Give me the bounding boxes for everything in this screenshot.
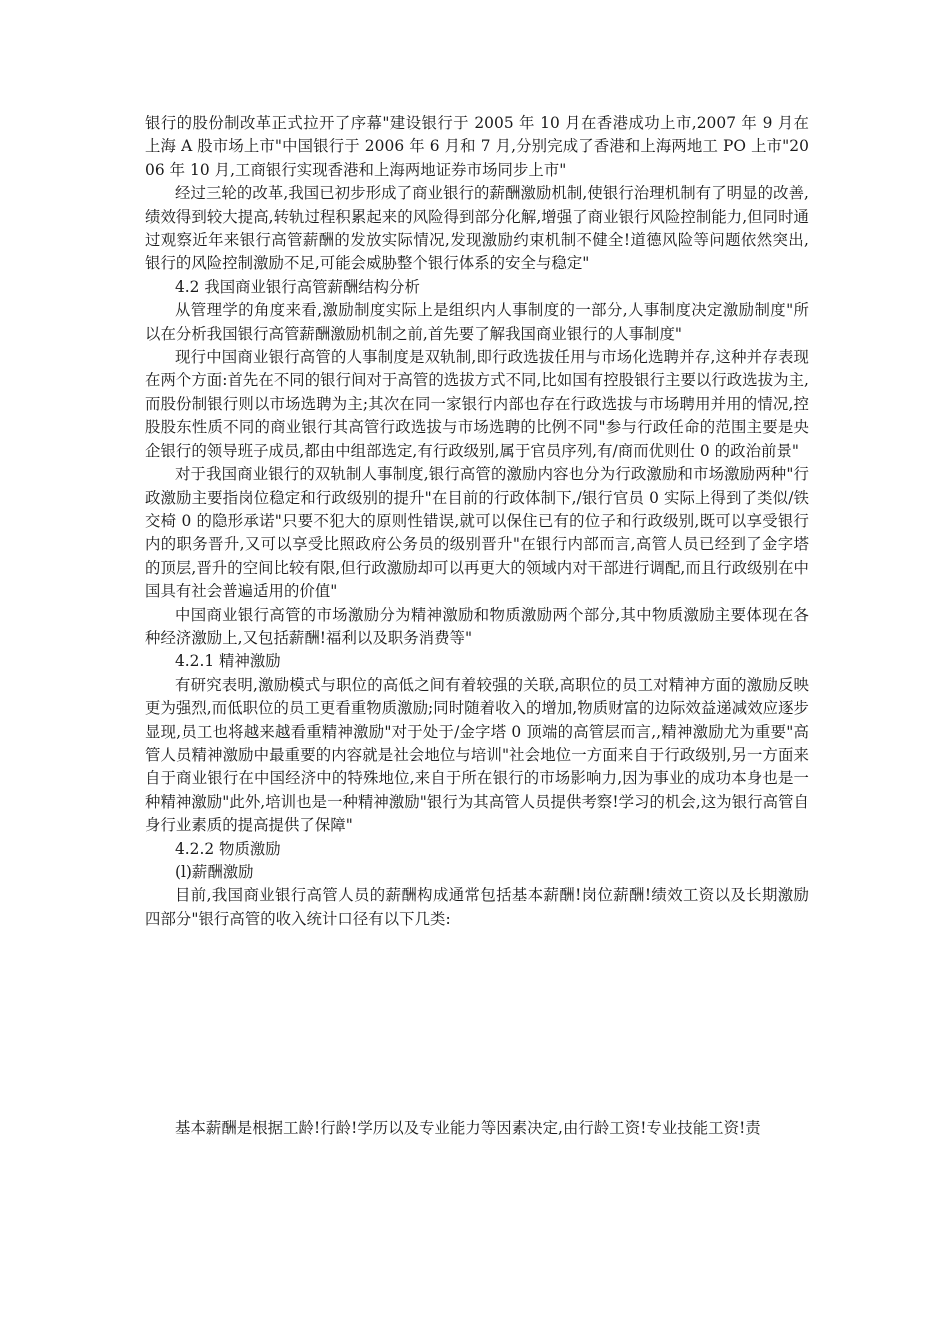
paragraph-management-view: 从管理学的角度来看,激励制度实际上是组织内人事制度的一部分,人事制度决定激励制度"所以在分析我国银行高管薪酬激励机制之前,首先要了解我国商业银行的人事制度" xyxy=(145,301,809,343)
paragraph-spiritual-incentive: 有研究表明,激励模式与职位的高低之间有着较强的关联,高职位的员工对精神方面的激励反映更为强烈,而低职位的员工更看重物质激励;同时随着收入的增加,物质财富的边际效益递减效应逐步显现,员工也将越来越看重精神激励"对于处于/金字塔 0 顶端的高管层而言,,精神激励尤为重要"高管人员精神激励中最重要的内容就是社会地位与培训"社会地位一方面来自于行政级别,另一方面来自于商业银行在中国经济中的特殊地位,来自于所在银行的市场影响力,因为事业的成功本身也是一种精神激励"此外,培训也是一种精神激励"银行为其高管人员提供考察!学习的机会,这为银行高管自身行业素质的提高提供了保障" xyxy=(145,675,809,835)
paragraph-salary-structure: 目前,我国商业银行高管人员的薪酬构成通常包括基本薪酬!岗位薪酬!绩效工资以及长期激励四部分"银行高管的收入统计口径有以下几类: xyxy=(145,886,809,928)
paragraph-market-incentive: 中国商业银行高管的市场激励分为精神激励和物质激励两个部分,其中物质激励主要体现在各种经济激励上,又包括薪酬!福利以及职务消费等" xyxy=(145,605,809,647)
paragraph-dual-track-system: 现行中国商业银行高管的人事制度是双轨制,即行政选拔任用与市场化选聘并存,这种并存表现在两个方面:首先在不同的银行间对于高管的选拔方式不同,比如国有控股银行主要以行政选拔为主,而股份制银行则以市场选聘为主;其次在同一家银行内部也存在行政选拔与市场聘用并用的情况,控股股东性质不同的商业银行其高管行政选拔与市场选聘的比例不同"参与行政任命的范围主要是央企银行的领导班子成员,都由中组部选定,有行政级别,属于官员序列,有/商而优则仕 0 的政治前景" xyxy=(145,348,809,460)
section-heading-4-2: 4.2 我国商业银行高管薪酬结构分析 xyxy=(175,277,420,296)
paragraph-reform-results: 经过三轮的改革,我国已初步形成了商业银行的薪酬激励机制,使银行治理机制有了明显的改善,绩效得到较大提高,转轨过程积累起来的风险得到部分化解,增强了商业银行风险控制能力,但同时通过观察近年来银行高管薪酬的发放实际情况,发现激励约束机制不健全!道德风险等问题依然突出,银行的风险控制激励不足,可能会威胁整个银行体系的安全与稳定" xyxy=(145,184,809,273)
document-page xyxy=(145,112,809,1141)
section-heading-4-2-1: 4.2.1 精神激励 xyxy=(175,652,281,671)
paragraph-base-salary: 基本薪酬是根据工龄!行龄!学历以及专业能力等因素决定,由行龄工资!专业技能工资!责 xyxy=(175,1119,761,1138)
subheading-salary-incentive: (l)薪酬激励 xyxy=(175,863,254,881)
blank-space xyxy=(145,931,809,1117)
section-heading-4-2-2: 4.2.2 物质激励 xyxy=(175,839,281,858)
paragraph-administrative-incentive: 对于我国商业银行的双轨制人事制度,银行高管的激励内容也分为行政激励和市场激励两种"行政激励主要指岗位稳定和行政级别的提升"在目前的行政体制下,/银行官员 0 实际上得到了类似/铁交椅 0 的隐形承诺"只要不犯大的原则性错误,就可以保住已有的位子和行政级别,既可以享受银行内的职务晋升,又可以享受比照政府公务员的级别晋升"在银行内部而言,高管人员已经到了金字塔的顶层,晋升的空间比较有限,但行政激励却可以再更大的领域内对干部进行调配,而且行政级别在中国具有社会普遍适用的价值" xyxy=(145,465,809,601)
paragraph-ipo-history: 银行的股份制改革正式拉开了序幕"建设银行于 2005 年 10 月在香港成功上市,2007 年 9 月在上海 A 股市场上市"中国银行于 2006 年 6 月和 7 月,分别完成了香港和上海两地工 PO 上市"2006 年 10 月,工商银行实现香港和上海两地证券市场同步上市" xyxy=(145,114,809,179)
